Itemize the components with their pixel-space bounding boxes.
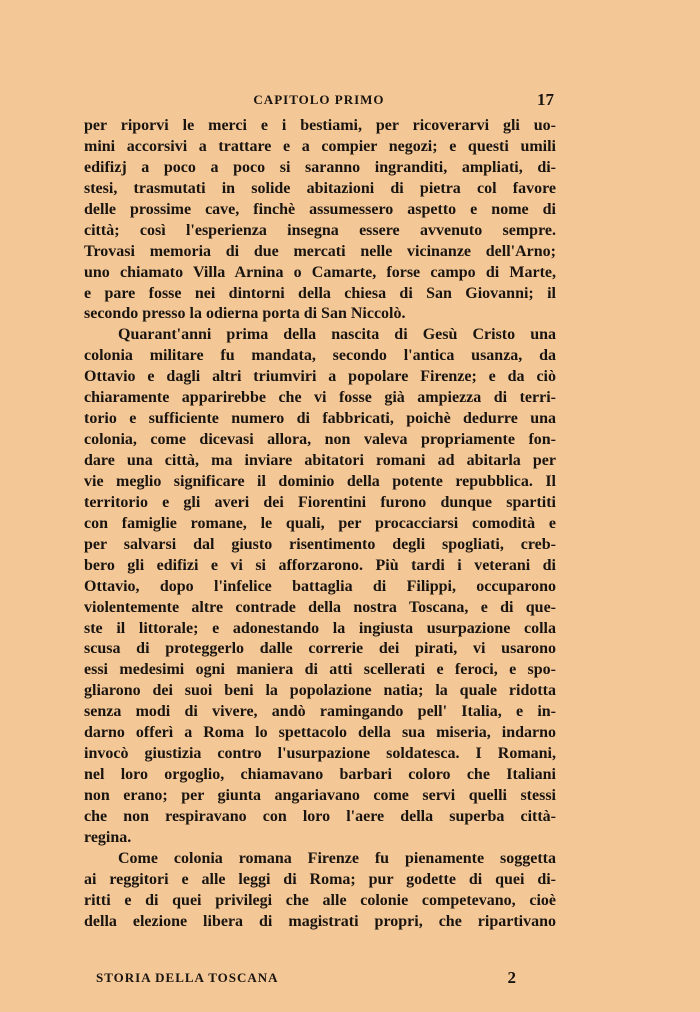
text-line: edifizj a poco a poco si saranno ingranditi, ampliati, di- xyxy=(84,158,556,176)
body-text xyxy=(84,116,556,933)
text-line: chiaramente apparirebbe che vi fosse già ampiezza di terri- xyxy=(84,389,556,407)
text-line: Ottavio, dopo l'infelice battaglia di Filippi, occuparono xyxy=(84,577,556,595)
text-line: e pare fosse nei dintorni della chiesa di San Giovanni; il xyxy=(84,284,556,302)
text-line: città; così l'esperienza insegna essere avvenuto sempre. xyxy=(84,221,556,239)
text-line: essi medesimi ogni maniera di atti scellerati e feroci, e spo- xyxy=(84,661,556,679)
sheet-number: 2 xyxy=(507,968,516,987)
text-line: territorio e gli averi dei Fiorentini furono dunque spartiti xyxy=(84,493,556,511)
text-line: non erano; per giunta angariavano come servi quelli stessi xyxy=(84,787,556,804)
text-line: stesi, trasmutati in solide abitazioni di pietra col favore xyxy=(84,179,556,197)
text-line: Ottavio e dagli altri triumviri a popolare Firenze; e da ciò xyxy=(84,368,556,386)
text-line: bero gli edifizi e vi si afforzarono. Più tardi i veterani di xyxy=(84,556,556,574)
text-line: uno chiamato Villa Arnina o Camarte, forse campo di Marte, xyxy=(84,263,556,281)
text-line: ste il littorale; e adonestando la ingiusta usurpazione colla xyxy=(84,619,556,637)
page-footer xyxy=(96,968,516,988)
text-line: ritti e di quei privilegi che alle colonie competevano, cioè xyxy=(84,891,556,909)
text-line: colonia, come dicevasi allora, non valeva propriamente fon- xyxy=(84,431,556,449)
text-line: colonia militare fu mandata, secondo l'antica usanza, da xyxy=(84,347,556,365)
text-line: Trovasi memoria di due mercati nelle vicinanze dell'Arno; xyxy=(84,242,556,260)
text-line: delle prossime cave, finchè assumessero aspetto e nome di xyxy=(84,200,556,218)
text-line: invocò giustizia contro l'usurpazione soldatesca. I Romani, xyxy=(84,745,556,763)
text-line: vie meglio significare il dominio della potente repubblica. Il xyxy=(84,472,556,490)
text-line: della elezione libera di magistrati propri, che ripartivano xyxy=(84,912,556,930)
text-line: secondo presso la odierna porta di San Niccolò. xyxy=(84,305,406,323)
text-line: gliarono dei suoi beni la popolazione natia; la quale ridotta xyxy=(84,682,556,700)
text-line: senza modi di vivere, andò ramingando pell' Italia, e in- xyxy=(84,703,556,721)
running-title: CAPITOLO PRIMO xyxy=(253,92,385,107)
paragraph-start-line: Come colonia romana Firenze fu pienamente soggetta xyxy=(118,849,556,867)
paragraph-start-line: Quarant'anni prima della nascita di Gesù Cristo una xyxy=(118,326,556,344)
text-line: dare una città, ma inviare abitatori romani ad abitarla per xyxy=(84,452,556,469)
running-head xyxy=(84,90,554,110)
footer-signature: STORIA DELLA TOSCANA xyxy=(96,970,279,985)
text-line: con famiglie romane, le quali, per procacciarsi comodità e xyxy=(84,514,556,532)
page-number: 17 xyxy=(537,90,554,109)
text-line: ai reggitori e alle leggi di Roma; pur godette di quei di- xyxy=(84,870,556,888)
text-line: per salvarsi dal giusto risentimento degli spogliati, creb- xyxy=(84,535,556,553)
text-line: darno offerì a Roma lo spettacolo della sua miseria, indarno xyxy=(84,724,556,742)
text-line: violentemente altre contrade della nostra Toscana, e di que- xyxy=(84,598,556,616)
text-line: torio e sufficiente numero di fabbricati, poichè dedurre una xyxy=(84,410,556,428)
text-line: mini accorsivi a trattare e a compier negozi; e questi umili xyxy=(84,137,556,155)
text-line: scusa di proteggerlo dalle correrie dei pirati, vi usarono xyxy=(84,640,556,658)
text-line: regina. xyxy=(84,828,132,846)
text-line: per riporvi le merci e i bestiami, per ricoverarvi gli uo- xyxy=(84,117,556,134)
text-line: nel loro orgoglio, chiamavano barbari coloro che Italiani xyxy=(84,766,556,784)
text-line: che non respiravano con loro l'aere della superba città- xyxy=(84,807,556,825)
